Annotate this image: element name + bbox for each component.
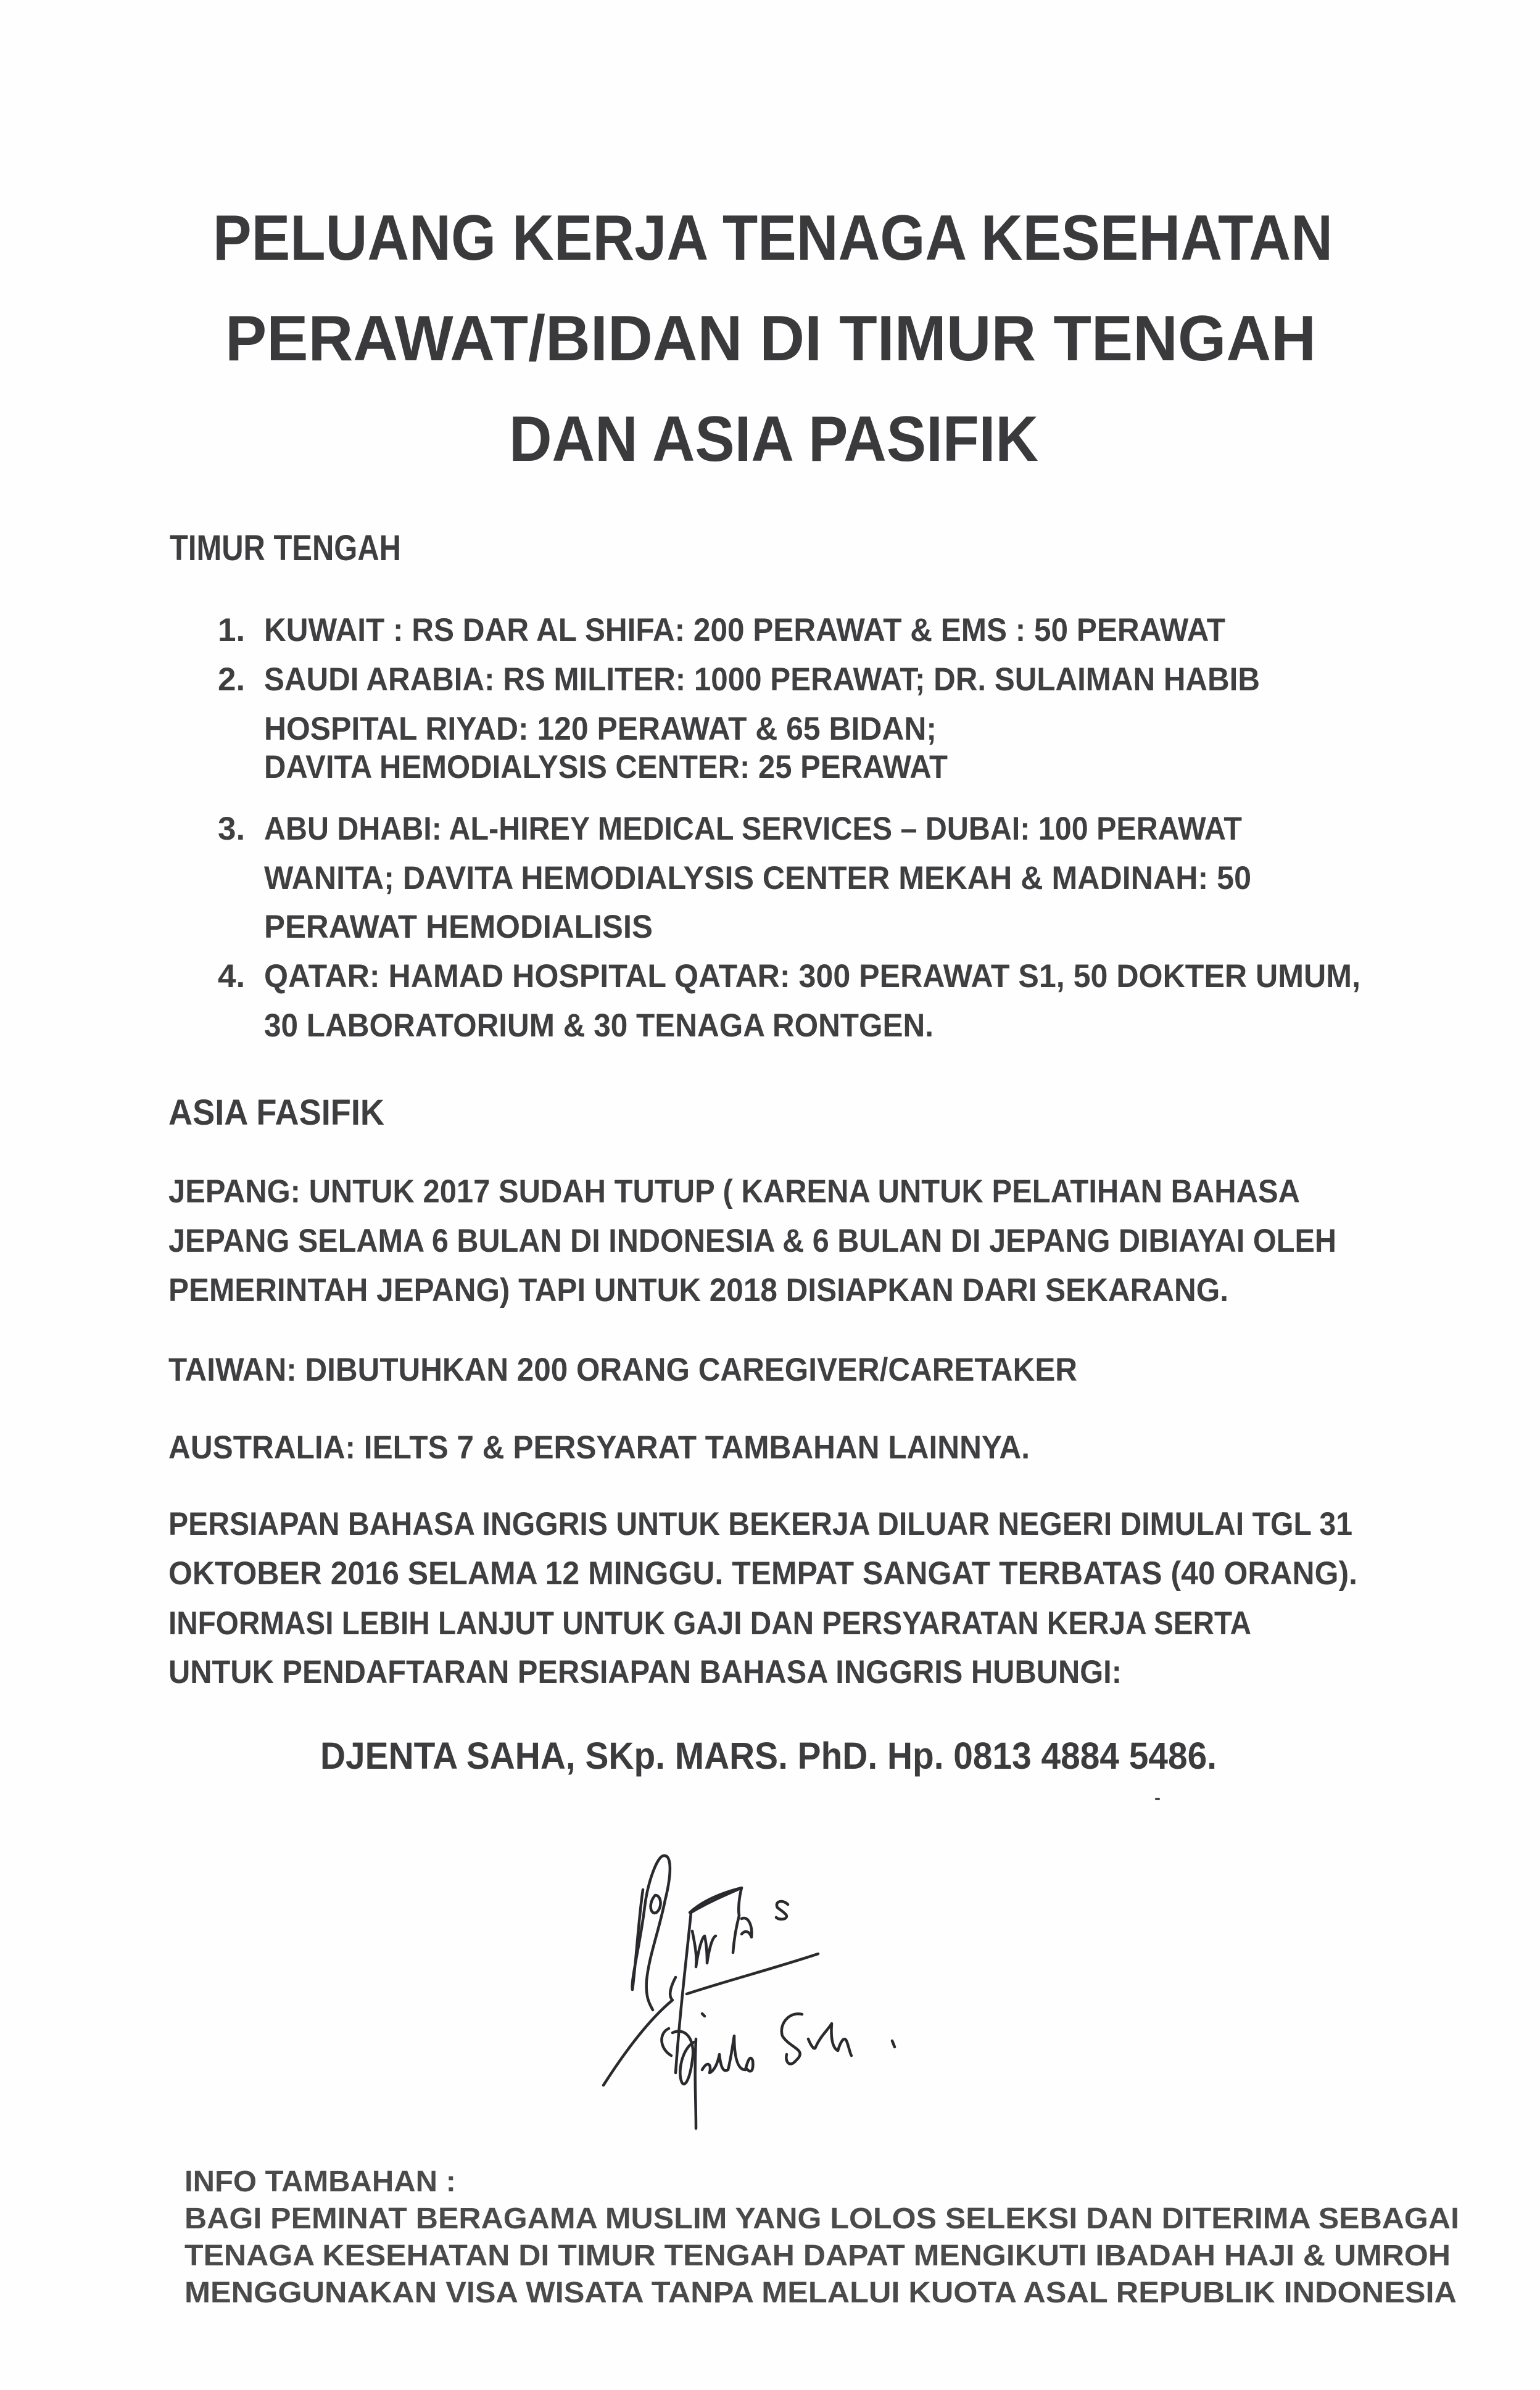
signature-stroke-saha [782, 2014, 851, 2064]
persiapan-line-3: INFORMASI LEBIH LANJUT UNTUK GAJI DAN PERSYARATAN KERJA SERTA [168, 1605, 1251, 1642]
jepang-line-1: JEPANG: UNTUK 2017 SUDAH TUTUP ( KARENA UNTUK PELATIHAN BAHASA [168, 1173, 1300, 1210]
section-heading-timur-tengah: TIMUR TENGAH [170, 528, 401, 568]
list-number: 1. [218, 612, 246, 648]
section-heading-asia-pasifik: ASIA FASIFIK [168, 1093, 384, 1133]
list-line: DAVITA HEMODIALYSIS CENTER: 25 PERAWAT [264, 749, 948, 785]
signature-stroke-s [776, 1901, 788, 1919]
persiapan-line-4: UNTUK PENDAFTARAN PERSIAPAN BAHASA INGGRIS HUBUNGI: [168, 1654, 1122, 1690]
signature-stroke-mu [692, 1931, 716, 1967]
signature-stroke-j-loop [632, 1856, 670, 2010]
scan-speck [1155, 1798, 1160, 1800]
list-line: ABU DHABI: AL-HIREY MEDICAL SERVICES – DUBAI: 100 PERAWAT [264, 811, 1242, 847]
list-line: PERAWAT HEMODIALISIS [264, 909, 653, 945]
list-line: 30 LABORATORIUM & 30 TENAGA RONTGEN. [264, 1007, 934, 1044]
info-tambahan-line-1: BAGI PEMINAT BERAGAMA MUSLIM YANG LOLOS SELEKSI DAN DITERIMA SEBAGAI [184, 2202, 1459, 2235]
list-number: 3. [218, 811, 246, 847]
list-number: 2. [218, 661, 246, 698]
signature-stroke-dot [702, 2014, 895, 2047]
taiwan-line: TAIWAN: DIBUTUHKAN 200 ORANG CAREGIVER/CARETAKER [168, 1352, 1077, 1388]
title-line-2: PERAWAT/BIDAN DI TIMUR TENGAH [225, 303, 1316, 374]
signature-stroke-djenta [661, 2028, 753, 2128]
jepang-line-3: PEMERINTAH JEPANG) TAPI UNTUK 2018 DISIAPKAN DARI SEKARANG. [168, 1272, 1228, 1309]
info-tambahan-heading: INFO TAMBAHAN : [184, 2165, 456, 2198]
persiapan-line-2: OKTOBER 2016 SELAMA 12 MINGGU. TEMPAT SANGAT TERBATAS (40 ORANG). [168, 1555, 1357, 1592]
list-line: WANITA; DAVITA HEMODIALYSIS CENTER MEKAH & MADINAH: 50 [264, 860, 1251, 896]
signature-stroke-loop-small [651, 1895, 661, 1913]
title-line-3: DAN ASIA PASIFIK [509, 403, 1038, 475]
handwritten-signature [586, 1826, 1080, 2172]
persiapan-line-1: PERSIAPAN BAHASA INGGRIS UNTUK BEKERJA DILUAR NEGERI DIMULAI TGL 31 [168, 1506, 1352, 1542]
list-line: SAUDI ARABIA: RS MILITER: 1000 PERAWAT; DR. SULAIMAN HABIB [264, 661, 1260, 698]
title-line-1: PELUANG KERJA TENAGA KESEHATAN [213, 202, 1333, 274]
signature-stroke-a [742, 1918, 751, 1937]
signature-stroke-top-bar [690, 1888, 742, 1953]
contact-line: DJENTA SAHA, SKp. MARS. PhD. Hp. 0813 4884 5486. [320, 1735, 1217, 1777]
list-line: QATAR: HAMAD HOSPITAL QATAR: 300 PERAWAT S1, 50 DOKTER UMUM, [264, 958, 1360, 994]
info-tambahan-line-3: MENGGUNAKAN VISA WISATA TANPA MELALUI KUOTA ASAL REPUBLIK INDONESIA [184, 2276, 1457, 2309]
info-tambahan-line-2: TENAGA KESEHATAN DI TIMUR TENGAH DAPAT MENGIKUTI IBADAH HAJI & UMROH [184, 2239, 1451, 2272]
list-number: 4. [218, 958, 246, 994]
list-line: HOSPITAL RIYAD: 120 PERAWAT & 65 BIDAN; [264, 711, 937, 747]
australia-line: AUSTRALIA: IELTS 7 & PERSYARAT TAMBAHAN LAINNYA. [168, 1429, 1030, 1466]
jepang-line-2: JEPANG SELAMA 6 BULAN DI INDONESIA & 6 BULAN DI JEPANG DIBIAYAI OLEH [168, 1223, 1336, 1259]
list-line: KUWAIT : RS DAR AL SHIFA: 200 PERAWAT & EMS : 50 PERAWAT [264, 612, 1225, 648]
